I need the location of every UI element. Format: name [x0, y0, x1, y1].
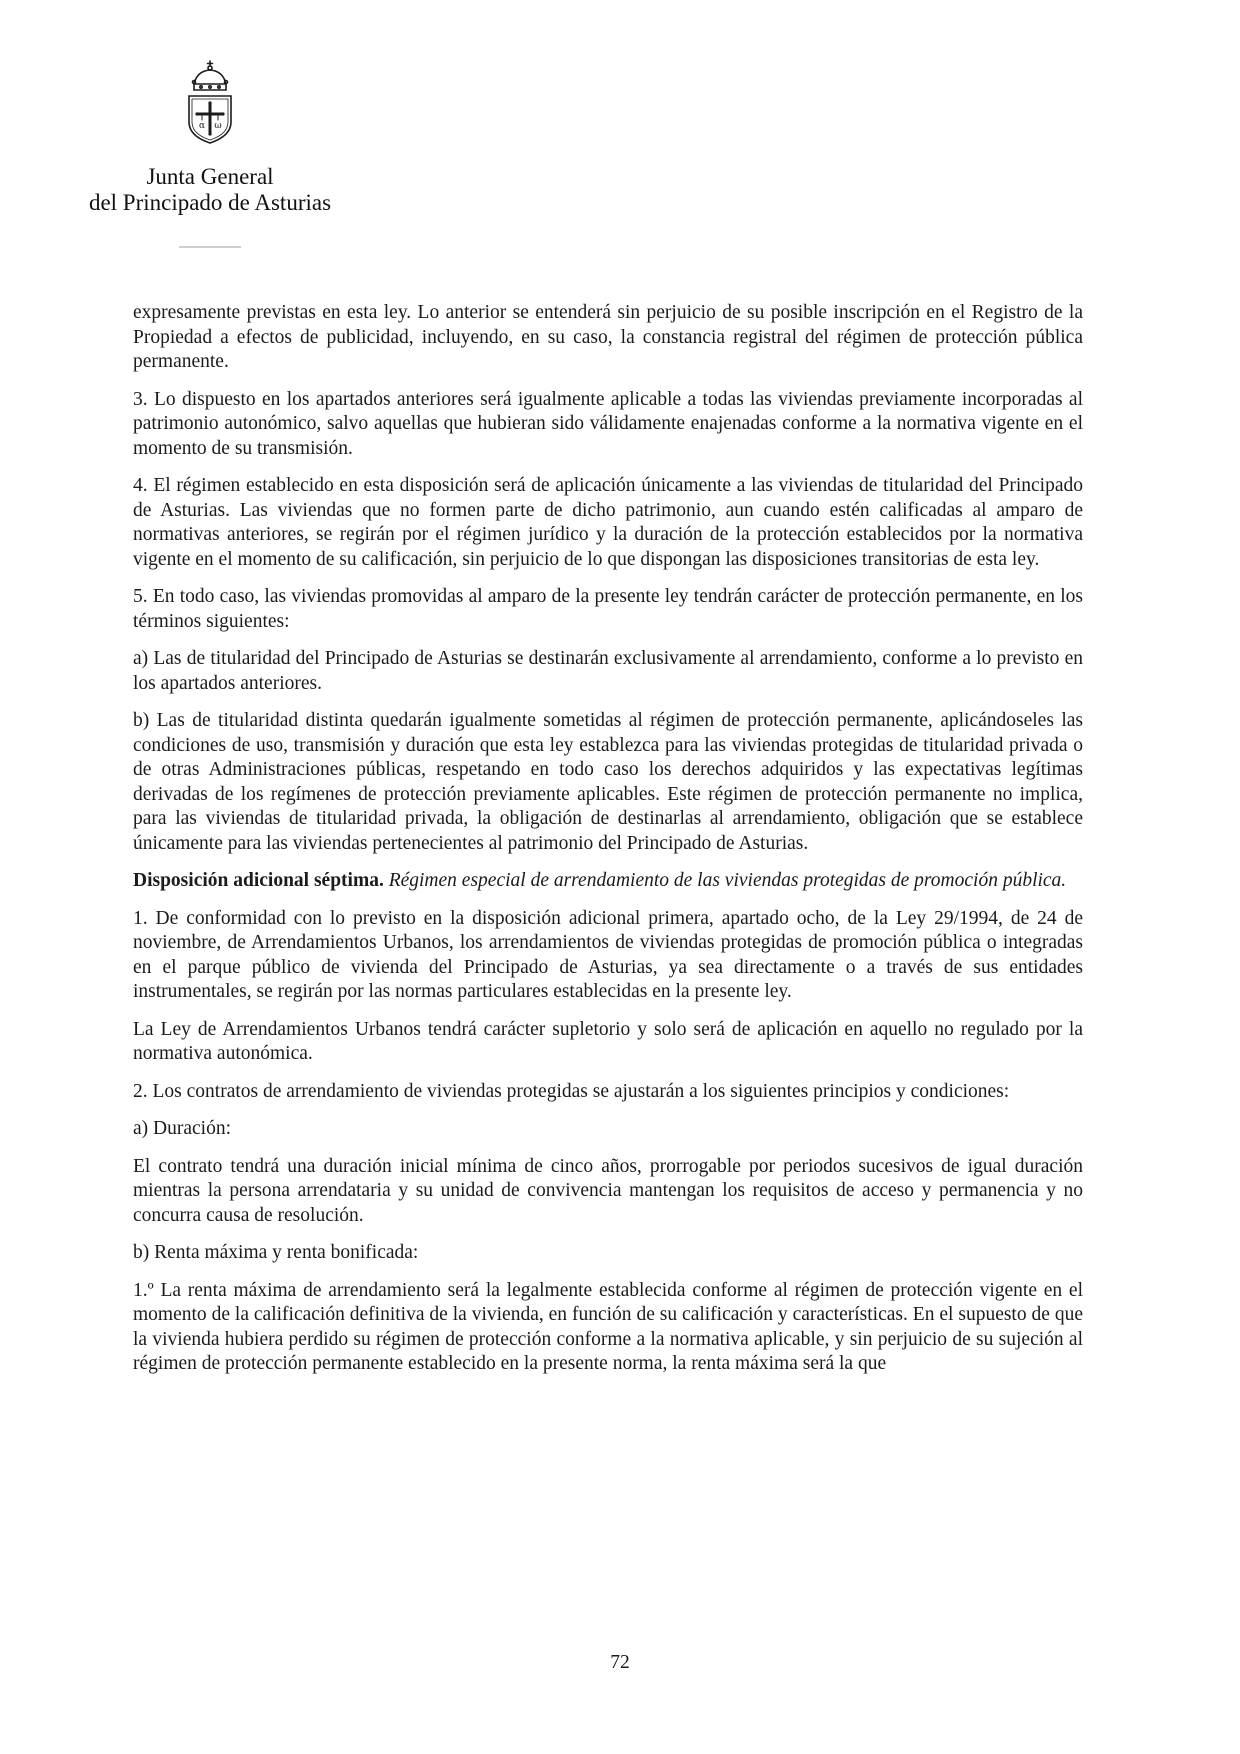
page-number: 72: [610, 1652, 630, 1673]
paragraph: 3. Lo dispuesto en los apartados anteriores será igualmente aplicable a todas las viviendas previamente incorporadas al patrimonio autonómico, salvo aquellas que hubieran sido válidamente enajenadas conforme a la normativa vigente en el momento de su transmisión.: [133, 388, 1083, 459]
heading-segment-bold: Disposición adicional séptima.: [133, 870, 389, 891]
header-divider: [179, 246, 241, 248]
paragraph: b) Las de titularidad distinta quedarán igualmente sometidas al régimen de protección permanente, aplicándoseles las condiciones de uso, transmisión y duración que esta ley establezca para las viviendas protegidas de titularidad privada o de otras Administraciones públicas, respetando en todo caso los derechos adquiridos y las expectativas legítimas derivadas de los regímenes de protección previamente aplicables. Este régimen de protección permanente no implica, para las viviendas de titularidad privada, la obligación de destinarlas al arrendamiento, obligación que se establece únicamente para las viviendas pertenecientes al patrimonio del Principado de Asturias.: [133, 710, 1083, 854]
paragraph: 1.º La renta máxima de arrendamiento será la legalmente establecida conforme al régimen de protección vigente en el momento de la calificación definitiva de la vivienda, en función de su calificación y características. En el supuesto de que la vivienda hubiera perdido su régimen de protección conforme a la normativa aplicable, y sin perjuicio de su sujeción al régimen de protección permanente establecido en la presente norma, la renta máxima será la que: [133, 1279, 1083, 1374]
paragraph: 4. El régimen establecido en esta disposición será de aplicación únicamente a las viviendas de titularidad del Principado de Asturias. Las viviendas que no formen parte de dicho patrimonio, aun cuando estén calificadas al amparo de normativas anteriores, se regirán por el régimen jurídico y la duración de la protección establecidos por la normativa vigente en el momento de su calificación, sin perjuicio de lo que dispongan las disposiciones transitorias de esta ley.: [133, 475, 1083, 570]
heading-segment-italic: Régimen especial de arrendamiento de las viviendas protegidas de promoción pública.: [388, 870, 1067, 891]
section-heading: [133, 869, 1083, 894]
paragraph: La Ley de Arrendamientos Urbanos tendrá carácter supletorio y solo será de aplicación en aquello no regulado por la normativa autonómica.: [133, 1018, 1083, 1064]
asturias-coat-of-arms-icon: [167, 58, 253, 158]
org-name-line2: del Principado de Asturias: [88, 190, 332, 215]
paragraph: b) Renta máxima y renta bonificada:: [133, 1242, 419, 1263]
paragraph: 5. En todo caso, las viviendas promovidas al amparo de la presente ley tendrán carácter de protección permanente, en los términos siguientes:: [133, 586, 1083, 632]
paragraph: 2. Los contratos de arrendamiento de viviendas protegidas se ajustarán a los siguientes principios y condiciones:: [133, 1080, 1010, 1102]
document-header: [80, 58, 340, 248]
org-name-line1: Junta General: [146, 164, 274, 189]
page-footer: [0, 1652, 1240, 1674]
paragraph: a) Las de titularidad del Principado de Asturias se destinarán exclusivamente al arrendamiento, conforme a lo previsto en los apartados anteriores.: [133, 648, 1083, 694]
paragraph: El contrato tendrá una duración inicial mínima de cinco años, prorrogable por periodos sucesivos de igual duración mientras la persona arrendataria y su unidad de convivencia mantengan los requisitos de acceso y permanencia y no concurra causa de resolución.: [133, 1155, 1083, 1226]
paragraph: expresamente previstas en esta ley. Lo anterior se entenderá sin perjuicio de su posible inscripción en el Registro de la Propiedad a efectos de publicidad, incluyendo, en su caso, la constancia registral del régimen de protección pública permanente.: [133, 302, 1083, 372]
document-body: [133, 301, 1083, 1390]
paragraph: a) Duración:: [133, 1118, 231, 1139]
paragraph: 1. De conformidad con lo previsto en la disposición adicional primera, apartado ocho, de la Ley 29/1994, de 24 de noviembre, de Arrendamientos Urbanos, los arrendamientos de viviendas protegidas de promoción pública o integradas en el parque público de vivienda del Principado de Asturias, ya sea directamente o a través de sus entidades instrumentales, se regirán por las normas particulares establecidas en la presente ley.: [133, 907, 1083, 1002]
svg-text:α: α: [198, 121, 206, 131]
svg-text:ω: ω: [214, 121, 222, 131]
